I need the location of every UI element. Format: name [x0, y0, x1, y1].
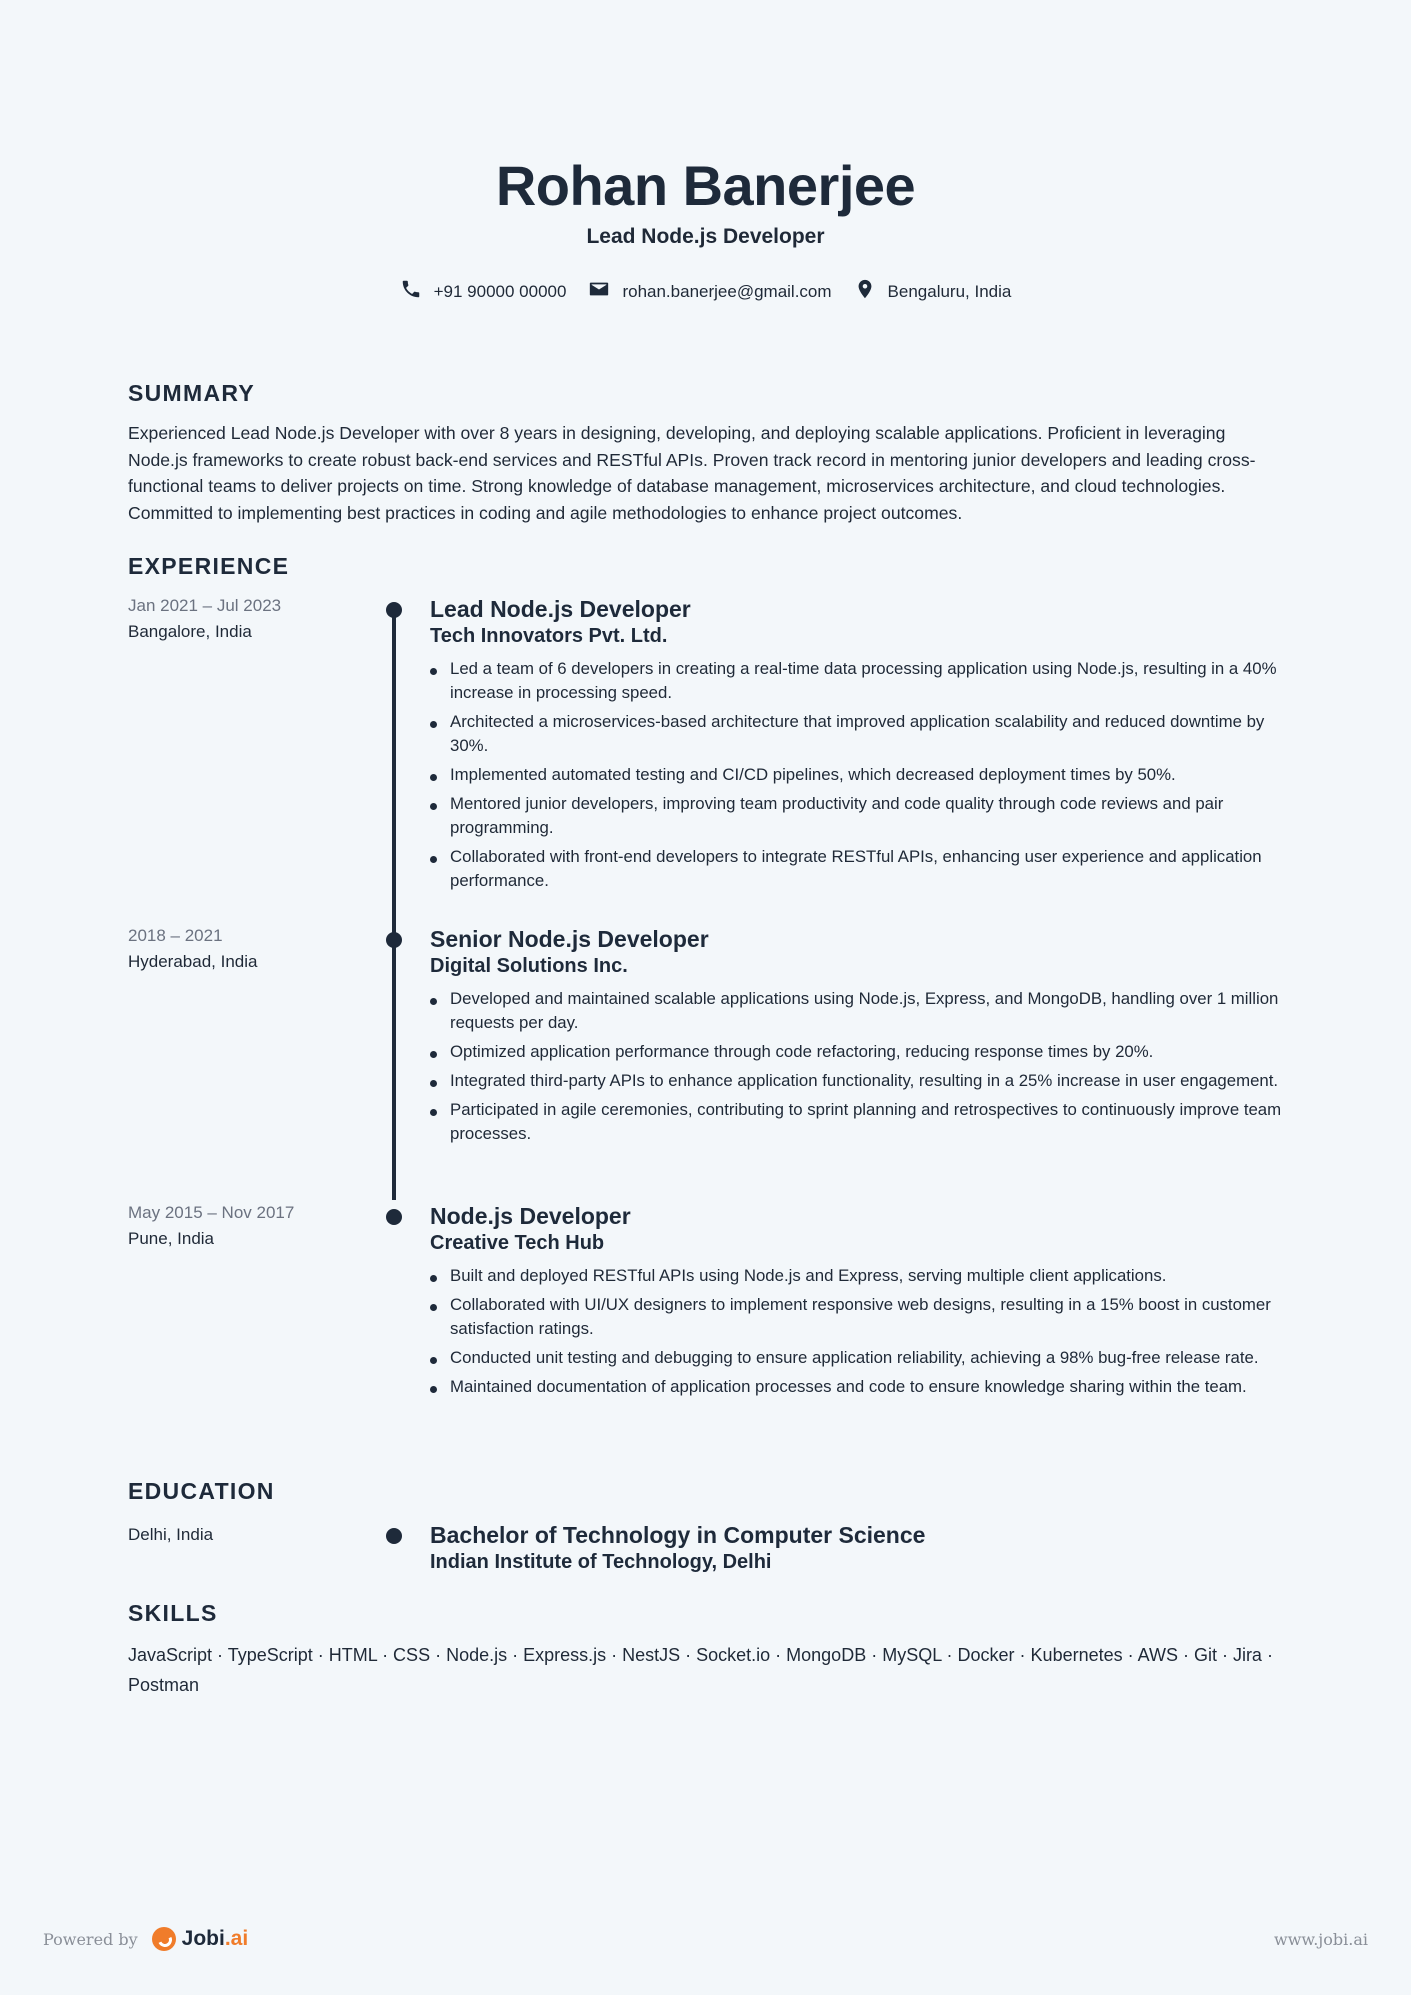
phone-text: +91 90000 00000	[433, 281, 567, 301]
education-heading: EDUCATION	[128, 1478, 275, 1504]
job-bullet: Conducted unit testing and debugging to ensure application reliability, achieving a 98% bug-free release rate.	[430, 1346, 1290, 1370]
job-bullets	[430, 987, 1290, 1146]
job-location: Hyderabad, India	[128, 952, 258, 971]
job-bullet: Optimized application performance through code refactoring, reducing response times by 20%.	[430, 1040, 1290, 1064]
summary-heading: SUMMARY	[128, 380, 256, 406]
candidate-role: Lead Node.js Developer	[586, 225, 825, 248]
email-icon	[588, 278, 610, 305]
contact-email[interactable]	[588, 278, 831, 305]
jobi-brand-main: Jobi	[181, 1927, 225, 1950]
job-bullets	[430, 1264, 1290, 1399]
job-entry	[430, 925, 1290, 1151]
job-entry	[430, 1202, 1290, 1404]
school-name: Indian Institute of Technology, Delhi	[430, 1551, 772, 1573]
job-date: 2018 – 2021	[128, 926, 223, 945]
job-bullet: Integrated third-party APIs to enhance application functionality, resulting in a 25% increase in user engagement.	[430, 1069, 1290, 1093]
job-meta	[128, 923, 368, 975]
contact-phone[interactable]	[400, 278, 567, 305]
skills-list: JavaScript · TypeScript · HTML · CSS · Node.js · Express.js · NestJS · Socket.io · MongoDB · MySQL · Docker · Kubernetes · AWS · Git · Jira · Postman	[128, 1645, 1273, 1695]
job-bullet: Implemented automated testing and CI/CD pipelines, which decreased deployment times by 50%.	[430, 763, 1290, 787]
job-meta	[128, 593, 368, 645]
experience-timeline-line	[392, 610, 396, 1200]
job-title: Node.js Developer	[430, 1203, 631, 1229]
education-location: Delhi, India	[128, 1525, 214, 1544]
job-company: Digital Solutions Inc.	[430, 955, 628, 977]
job-bullets	[430, 657, 1290, 893]
jobi-logo[interactable]	[152, 1927, 249, 1951]
job-location: Pune, India	[128, 1229, 215, 1248]
job-title: Lead Node.js Developer	[430, 596, 691, 622]
education-meta	[128, 1522, 368, 1548]
job-location: Bangalore, India	[128, 622, 252, 641]
location-pin-icon	[854, 278, 876, 305]
website-link[interactable]: www.jobi.ai	[1274, 1930, 1368, 1949]
degree-title: Bachelor of Technology in Computer Science	[430, 1522, 926, 1548]
job-company: Tech Innovators Pvt. Ltd.	[430, 625, 668, 647]
job-bullet: Led a team of 6 developers in creating a real-time data processing application using Node.js, resulting in a 40% increase in processing speed.	[430, 657, 1290, 705]
timeline-dot	[386, 602, 402, 618]
resume-header	[128, 150, 1283, 305]
job-bullet: Collaborated with front-end developers to integrate RESTful APIs, enhancing user experience and application performance.	[430, 845, 1290, 893]
job-bullet: Developed and maintained scalable applications using Node.js, Express, and MongoDB, handling over 1 million requests per day.	[430, 987, 1290, 1035]
job-bullet: Collaborated with UI/UX designers to implement responsive web designs, resulting in a 15% boost in customer satisfaction ratings.	[430, 1293, 1290, 1341]
phone-icon	[400, 278, 422, 305]
job-company: Creative Tech Hub	[430, 1232, 605, 1254]
experience-heading: EXPERIENCE	[128, 553, 290, 579]
job-bullet: Maintained documentation of application processes and code to ensure knowledge sharing within the team.	[430, 1375, 1290, 1399]
skills-heading: SKILLS	[128, 1600, 218, 1626]
job-bullet: Built and deployed RESTful APIs using Node.js and Express, serving multiple client applications.	[430, 1264, 1290, 1288]
job-title: Senior Node.js Developer	[430, 926, 709, 952]
candidate-name: Rohan Banerjee	[495, 154, 916, 217]
contact-row	[128, 278, 1283, 305]
education-entry	[430, 1521, 1290, 1575]
job-date: Jan 2021 – Jul 2023	[128, 596, 282, 615]
job-entry	[430, 595, 1290, 898]
timeline-dot	[386, 1209, 402, 1225]
contact-location	[854, 278, 1012, 305]
summary-text: Experienced Lead Node.js Developer with over 8 years in designing, developing, and deploying scalable applications. Proficient in leveraging Node.js frameworks to create robust back-end services and RESTful APIs. Proven track record in mentoring junior developers and leading cross-functional teams to deliver projects on time. Strong knowledge of database management, microservices architecture, and cloud technologies. Committed to implementing best practices in coding and agile methodologies to enhance project outcomes.	[128, 423, 1256, 523]
job-meta	[128, 1200, 368, 1252]
job-date: May 2015 – Nov 2017	[128, 1203, 295, 1222]
job-bullet: Architected a microservices-based architecture that improved application scalability and reduced downtime by 30%.	[430, 710, 1290, 758]
powered-by-label: Powered by	[43, 1929, 138, 1949]
timeline-dot	[386, 1528, 402, 1544]
jobi-logo-icon	[152, 1927, 176, 1951]
job-bullet: Participated in agile ceremonies, contributing to sprint planning and retrospectives to continuously improve team processes.	[430, 1098, 1290, 1146]
job-bullet: Mentored junior developers, improving team productivity and code quality through code reviews and pair programming.	[430, 792, 1290, 840]
timeline-dot	[386, 932, 402, 948]
powered-by	[43, 1927, 248, 1951]
location-text: Bengaluru, India	[887, 281, 1012, 301]
jobi-brand-suffix: .ai	[224, 1927, 249, 1950]
email-text: rohan.banerjee@gmail.com	[622, 281, 832, 301]
